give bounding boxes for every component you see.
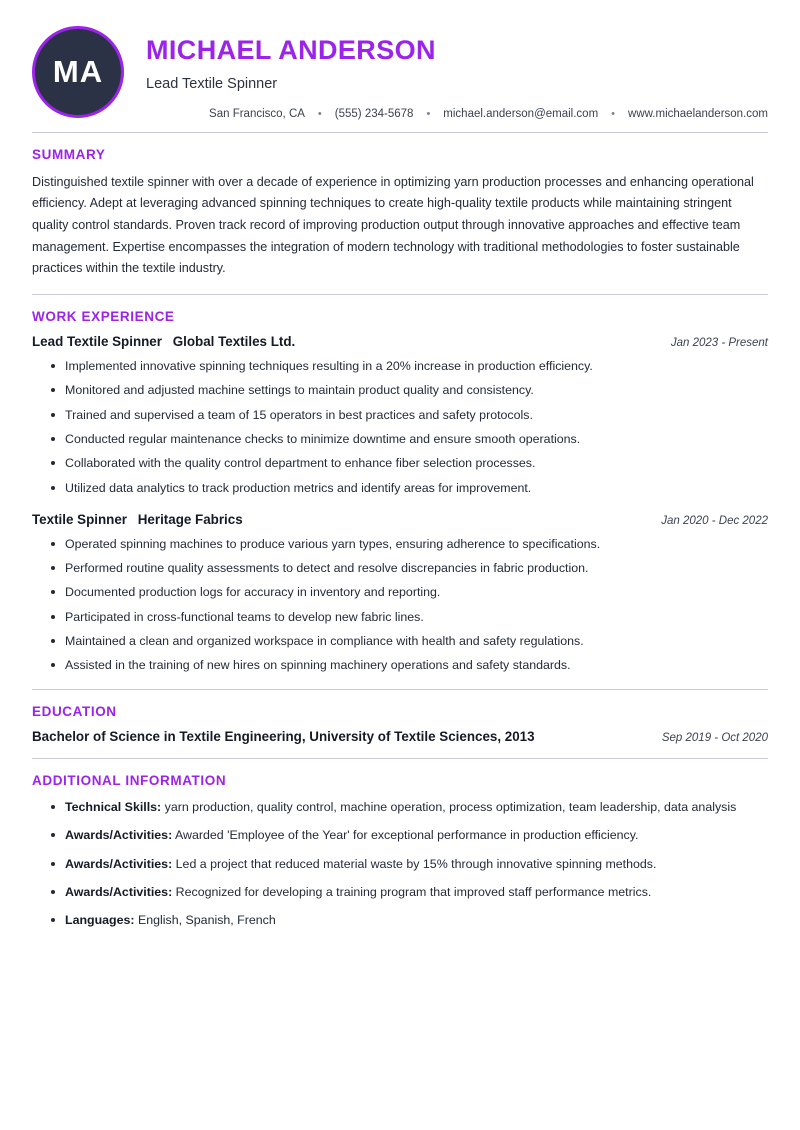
- header-job-title: Lead Textile Spinner: [146, 75, 278, 92]
- avatar: [32, 26, 124, 118]
- list-item: Implemented innovative spinning techniques resulting in a 20% increase in production efficiency.: [51, 357, 768, 376]
- list-item: Monitored and adjusted machine settings to maintain product quality and consistency.: [51, 381, 768, 400]
- experience-heading: [32, 334, 295, 349]
- section-title-work-experience: WORK EXPERIENCE: [32, 308, 175, 324]
- info-label: Awards/Activities:: [65, 828, 173, 843]
- experience-dates: Jan 2023 - Present: [670, 336, 768, 349]
- section-work-experience: [32, 295, 768, 675]
- education-dates: Sep 2019 - Oct 2020: [661, 732, 768, 745]
- list-item: Operated spinning machines to produce various yarn types, ensuring adherence to specifications.: [51, 535, 768, 554]
- summary-text: Distinguished textile spinner with over a decade of experience in optimizing yarn production processes and enhancing operational efficiency. Adept at leveraging advanced spinning techniques to create high-quality textile products while maintaining stringent quality control standards. Proven track record of improving production output through innovative approaches and effective team management. Expertise encompasses the integration of modern technology with traditional methodologies to foster sustainable practices within the textile industry.: [32, 174, 754, 276]
- contact-separator: •: [317, 107, 322, 120]
- list-item: [51, 826, 768, 845]
- header-text-block: [146, 24, 768, 120]
- info-text: yarn production, quality control, machine operation, process optimization, team leadership, data analysis: [164, 800, 737, 815]
- list-item: Collaborated with the quality control department to enhance fiber selection processes.: [51, 454, 768, 473]
- section-summary: [32, 133, 768, 280]
- list-item: Assisted in the training of new hires on spinning machinery operations and safety standards.: [51, 656, 768, 675]
- info-label: Awards/Activities:: [65, 884, 173, 899]
- contact-website[interactable]: www.michaelanderson.com: [628, 107, 768, 120]
- section-title-education: EDUCATION: [32, 704, 117, 720]
- contact-separator: •: [611, 107, 616, 120]
- experience-company: Global Textiles Ltd.: [172, 333, 296, 349]
- list-item: Maintained a clean and organized workspace in compliance with health and safety regulations.: [51, 632, 768, 651]
- experience-bullets: [32, 357, 768, 498]
- experience-item: [32, 334, 768, 498]
- list-item: Performed routine quality assessments to detect and resolve discrepancies in fabric production.: [51, 559, 768, 578]
- section-education: [32, 690, 768, 744]
- education-item: [32, 729, 768, 744]
- info-label: Languages:: [65, 912, 135, 927]
- info-text: Recognized for developing a training program that improved staff performance metrics.: [175, 884, 652, 899]
- education-degree: Bachelor of Science in Textile Engineering, University of Textile Sciences, 2013: [32, 729, 535, 745]
- list-item: [51, 855, 768, 874]
- experience-position: Lead Textile Spinner: [32, 333, 162, 349]
- experience-company: Heritage Fabrics: [137, 511, 243, 527]
- list-item: [51, 911, 768, 930]
- experience-position: Textile Spinner: [32, 511, 127, 527]
- list-item: [51, 798, 768, 817]
- experience-bullets: [32, 535, 768, 676]
- avatar-initials: MA: [52, 54, 104, 89]
- info-text: English, Spanish, French: [138, 912, 276, 927]
- experience-heading: [32, 512, 243, 527]
- contact-email[interactable]: michael.anderson@email.com: [443, 107, 599, 120]
- additional-information-list: [32, 798, 768, 930]
- experience-item: [32, 512, 768, 676]
- experience-dates: Jan 2020 - Dec 2022: [661, 514, 768, 527]
- list-item: Participated in cross-functional teams to develop new fabric lines.: [51, 608, 768, 627]
- contact-row: [146, 108, 768, 120]
- info-text: Led a project that reduced material waste by 15% through innovative spinning methods.: [175, 856, 657, 871]
- list-item: Trained and supervised a team of 15 operators in best practices and safety protocols.: [51, 406, 768, 425]
- info-text: Awarded 'Employee of the Year' for exceptional performance in production efficiency.: [174, 828, 639, 843]
- page-title: MICHAEL ANDERSON: [146, 35, 436, 65]
- list-item: Conducted regular maintenance checks to minimize downtime and ensure smooth operations.: [51, 430, 768, 449]
- section-title-summary: SUMMARY: [32, 146, 106, 162]
- contact-location: San Francisco, CA: [209, 107, 305, 120]
- contact-separator: •: [426, 107, 431, 120]
- list-item: Utilized data analytics to track production metrics and identify areas for improvement.: [51, 479, 768, 498]
- resume-header: [32, 24, 768, 133]
- section-additional-information: [32, 759, 768, 930]
- experience-heading-row: [32, 512, 768, 527]
- contact-phone[interactable]: (555) 234-5678: [334, 107, 414, 120]
- info-label: Awards/Activities:: [65, 856, 173, 871]
- info-label: Technical Skills:: [65, 800, 162, 815]
- section-title-additional-information: ADDITIONAL INFORMATION: [32, 773, 227, 789]
- experience-heading-row: [32, 334, 768, 349]
- list-item: [51, 883, 768, 902]
- list-item: Documented production logs for accuracy in inventory and reporting.: [51, 583, 768, 602]
